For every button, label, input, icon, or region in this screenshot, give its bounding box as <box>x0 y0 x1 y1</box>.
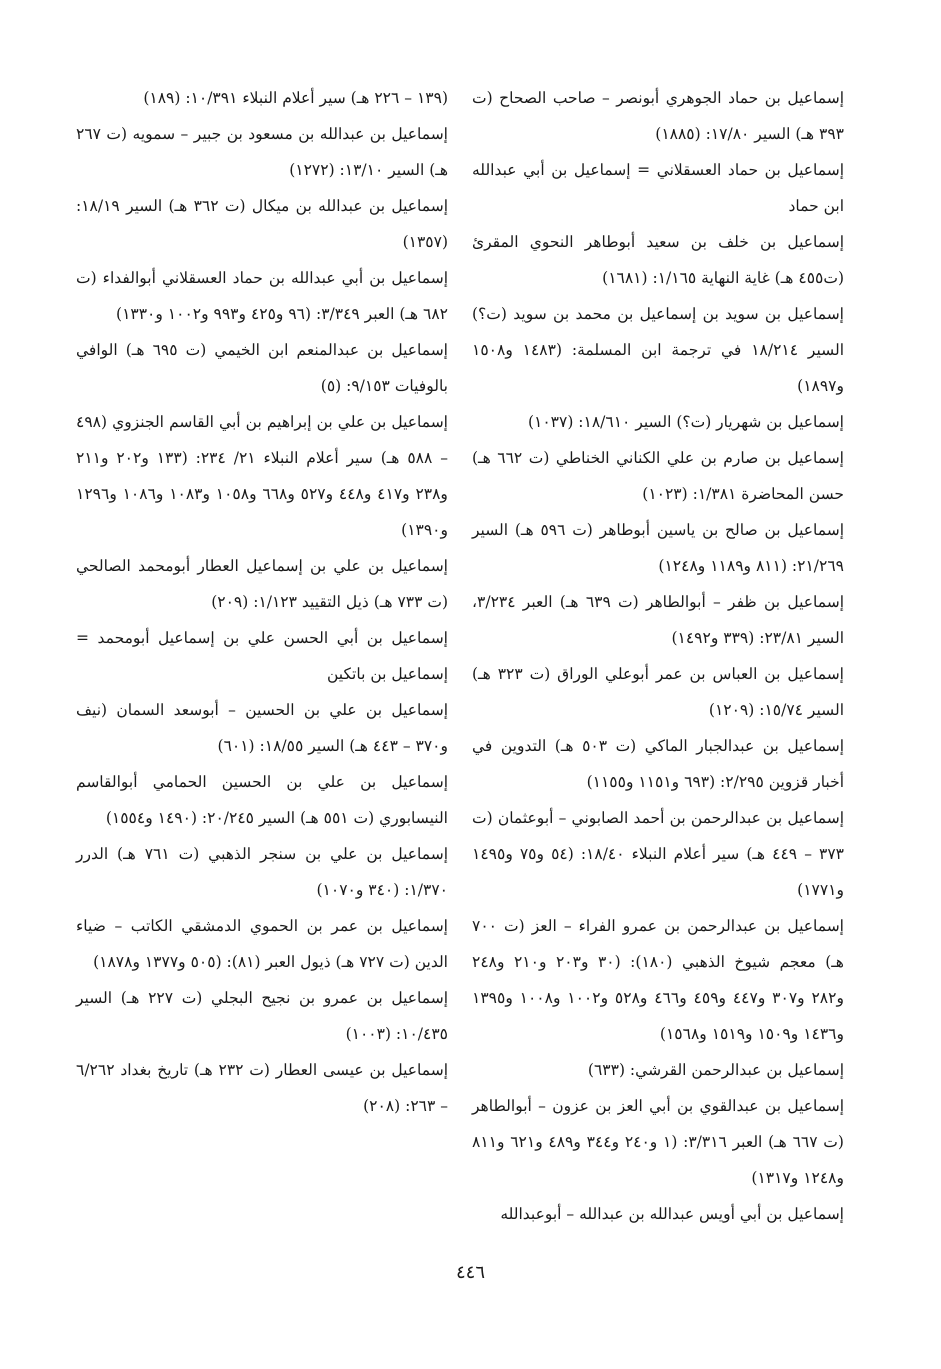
right-column <box>472 80 844 1232</box>
page-number: ٤٤٦ <box>455 1262 485 1283</box>
index-entry: إسماعيل بن خلف بن سعيد أبوطاهر النحوي المقرئ (ت٤٥٥ هـ) غاية النهاية ١/١٦٥: (١٦٨١) <box>472 233 844 287</box>
index-entry: إسماعيل بن صالح بن ياسين أبوطاهر (ت ٥٩٦ هـ) السير ٢١/٢٦٩: (٨١١ و١١٨٩ و١٢٤٨) <box>472 521 844 575</box>
index-entry: إسماعيل بن العباس بن عمر أبوعلي الوراق (ت ٣٢٣ هـ) السير ١٥/٧٤: (١٢٠٩) <box>472 665 844 719</box>
index-entry: إسماعيل بن عبدالقوي بن أبي العز بن عزون – أبوالطاهر (ت ٦٦٧ هـ) العبر ٣/٣١٦: (١ و٢٤٠ و٣٤٤ و٤٨٩ و٦٢١ و٨١١ و١٢٤٨ و١٣١٧) <box>472 1097 844 1187</box>
index-entry: إسماعيل بن عبدالجبار الماكي (ت ٥٠٣ هـ) التدوين في أخبار قزوين ٢/٢٩٥: (٦٩٣ و١١٥١ و١١٥٥) <box>472 737 845 791</box>
index-entry: إسماعيل بن عبدالمنعم ابن الخيمي (ت ٦٩٥ هـ) الوافي بالوفيات ٩/١٥٣: (٥) <box>76 341 448 395</box>
index-entry: إسماعيل بن عبدالله بن مسعود بن جبير – سمويه (ت ٢٦٧ هـ) السير ١٣/١٠: (١٢٧٢) <box>76 125 448 179</box>
index-entry: إسماعيل بن أبي أويس عبدالله بن عبدالله – أبوعبدالله <box>500 1205 844 1223</box>
index-entry: إسماعيل بن عمر بن الحموي الدمشقي الكاتب – ضياء الدين (ت ٧٢٧ هـ) ذيول العبر (٨١): (٥٠٥ و١٣٧٧ و١٨٧٨) <box>76 917 448 971</box>
index-entry: إسماعيل بن عيسى العطار (ت ٢٣٢ هـ) تاريخ بغداد ٦/٢٦٢ – ٢٦٣: (٢٠٨) <box>76 1061 448 1115</box>
index-entry: إسماعيل بن عبدالرحمن بن أحمد الصابوني – أبوعثمان (ت ٣٧٣ – ٤٤٩ هـ) سير أعلام النبلاء ١٨/٤٠: (٥٤ و٧٥ و١٤٩٥ و١٧٧١) <box>472 809 844 899</box>
index-entry: إسماعيل بن شهريار (ت؟) السير ١٨/٦١٠: (١٠٣٧) <box>527 413 844 431</box>
index-entry: إسماعيل بن أبي الحسن علي بن إسماعيل أبومحمد = إسماعيل بن باتكين <box>76 629 448 683</box>
index-entry: إسماعيل بن صارم بن علي الكناني الخناطي (ت ٦٦٢ هـ) حسن المحاضرة ١/٣٨١: (١٠٢٣) <box>472 449 844 503</box>
index-entry: إسماعيل بن حماد العسقلاني = إسماعيل بن أبي عبدالله ابن حماد <box>472 161 844 215</box>
index-entry: إسماعيل بن علي بن الحسين الحمامي أبوالقاسم النيسابوري (ت ٥٥١ هـ) السير ٢٠/٢٤٥: (١٤٩٠ و١٥٥٤) <box>76 773 448 827</box>
index-entry: إسماعيل بن علي بن إسماعيل العطار أبومحمد الصالحي (ت ٧٣٣ هـ) ذيل التقييد ١/١٢٣: (٢٠٩) <box>76 557 448 611</box>
index-entry: إسماعيل بن علي بن الحسين – أبوسعد السمان (نيف و٣٧٠ – ٤٤٣ هـ) السير ١٨/٥٥: (٦٠١) <box>76 701 448 755</box>
index-entry: إسماعيل بن سويد بن إسماعيل بن محمد بن سويد (ت؟) السير ١٨/٢١٤ في ترجمة ابن المسلمة: (١٤٨٣ و١٥٠٨ و١٨٩٧) <box>472 305 845 395</box>
index-entry: إسماعيل بن عمرو بن نجيح البجلي (ت ٢٢٧ هـ) السير ١٠/٤٣٥: (١٠٠٣) <box>76 989 448 1043</box>
index-entry: إسماعيل بن أبي عبدالله بن حماد العسقلاني أبوالفداء (ت ٦٨٢ هـ) العبر ٣/٣٤٩: (٩٦ و٤٢٥ و٩٩٣ و١٠٠٢ و١٣٣٠) <box>76 269 448 323</box>
index-entry: إسماعيل بن عبدالرحمن بن عمرو الفراء – العز (ت ٧٠٠ هـ) معجم شيوخ الذهبي (١٨٠): (٣٠ و٢٠٣ و٢١٠ و٢٤٨ و٢٨٢ و٣٠٧ و٤٤٧ و٤٥٩ و٤٦٦ و٥٢٨ و١٠٠٢ و١٠٠٨ و١٣٩٥ و١٤٣٦ و١٥٠٩ و١٥١٩ و١٥٦٨) <box>472 917 844 1043</box>
index-entry: إسماعيل بن حماد الجوهري أبونصر – صاحب الصحاح (ت ٣٩٣ هـ) السير ١٧/٨٠: (١٨٨٥) <box>472 89 844 143</box>
index-entry: إسماعيل بن علي بن إبراهيم بن أبي القاسم الجنزوي (٤٩٨ – ٥٨٨ هـ) سير أعلام النبلاء ٢١/ ٢٣٤: (١٣٣ و٢٠٢ و٢١١ و٢٣٨ و٤١٧ و٤٤٨ و٥٢٧ و٦٦٨ و١٠٥٨ و١٠٨٣ و١٠٨٦ و١٢٩٦ و١٣٩٠) <box>76 413 448 539</box>
index-entry: إسماعيل بن ظفر – أبوالطاهر (ت ٦٣٩ هـ) العبر ٣/٢٣٤، السير ٢٣/٨١: (٣٣٩ و١٤٩٢) <box>472 593 845 647</box>
index-entry: إسماعيل بن علي بن سنجر الذهبي (ت ٧٦١ هـ) الدرر ١/٣٧٠: (٣٤٠ و١٠٧٠) <box>76 845 448 899</box>
left-column <box>76 80 448 1124</box>
index-entry: إسماعيل بن عبدالله بن ميكال (ت ٣٦٢ هـ) السير ١٨/١٩: (١٣٥٧) <box>76 197 448 251</box>
index-entry: (١٣٩ – ٢٢٦ هـ) سير أعلام النبلاء ١٠/٣٩١: (١٨٩) <box>143 89 448 107</box>
index-entry: إسماعيل بن عبدالرحمن القرشي: (٦٣٣) <box>587 1061 844 1079</box>
